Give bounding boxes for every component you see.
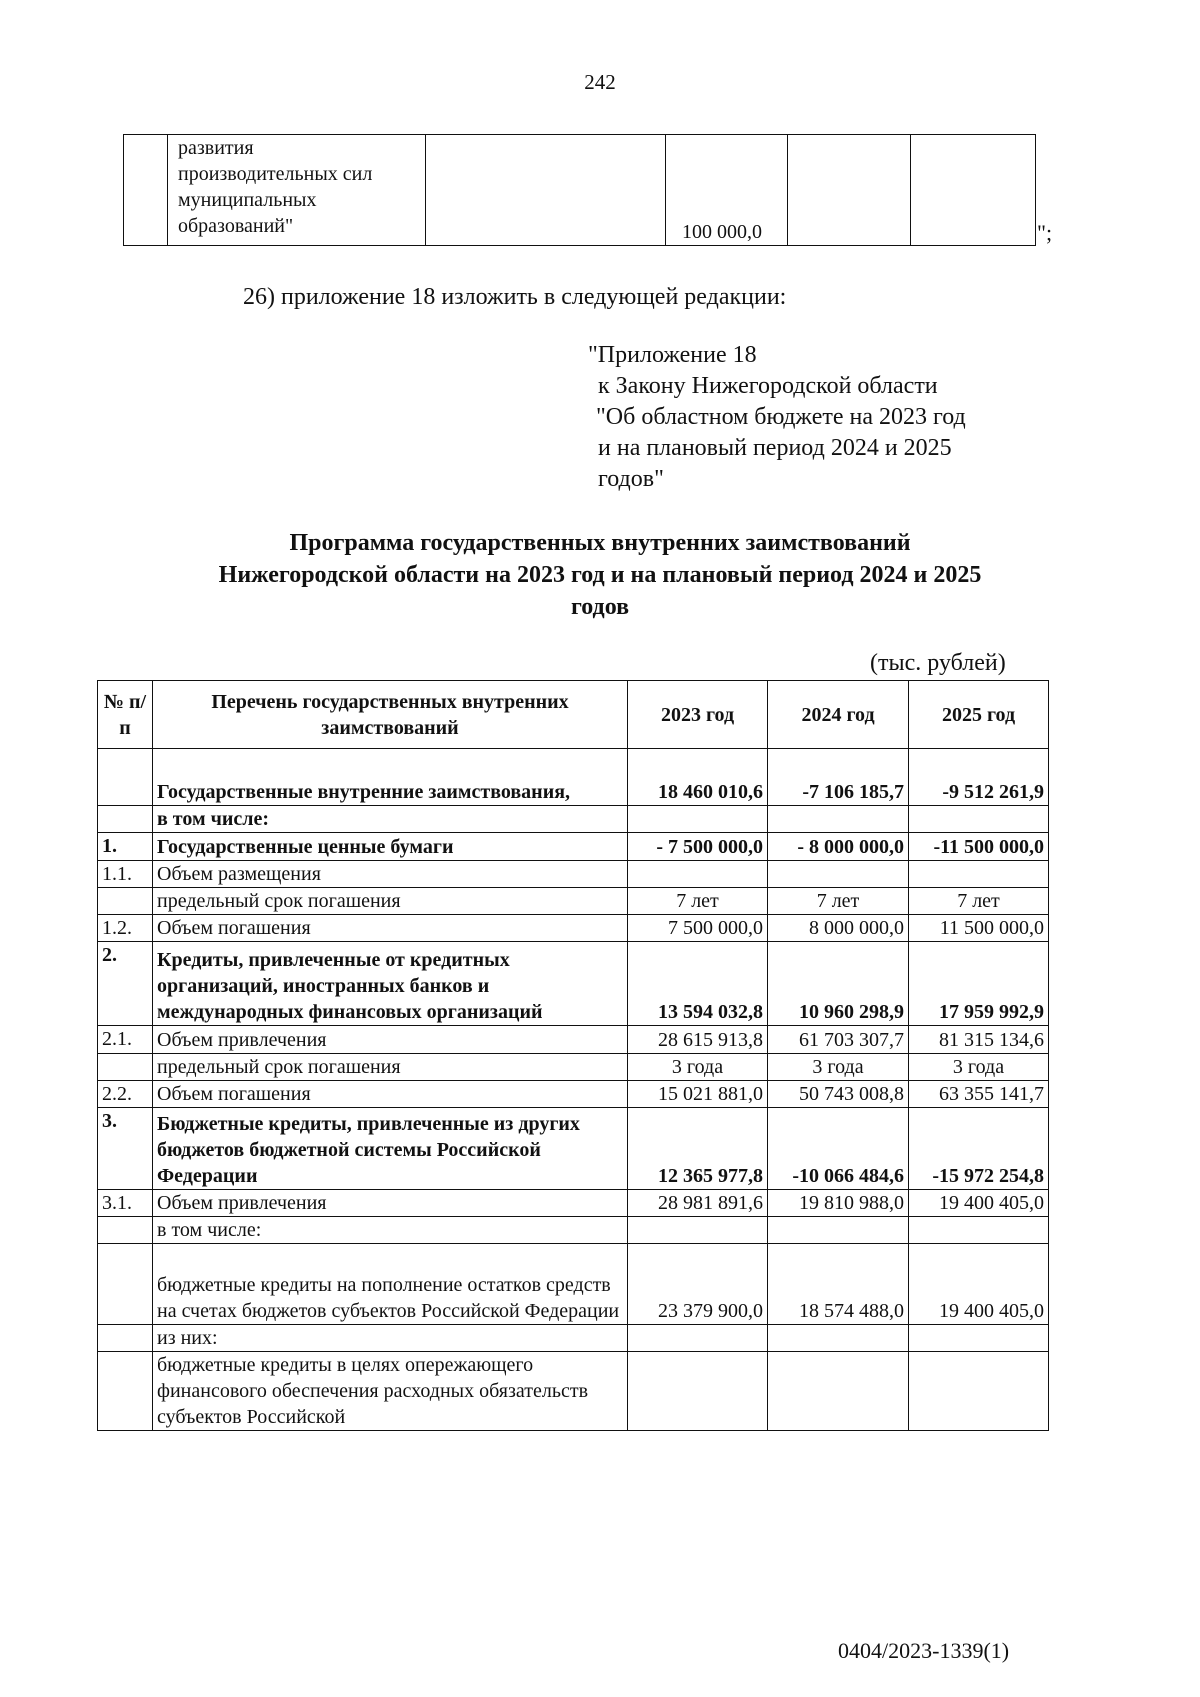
value-2023: 7 лет xyxy=(628,888,768,915)
appendix-header xyxy=(588,340,966,495)
value-2023: - 7 500 000,0 xyxy=(628,833,768,861)
row-name: из них: xyxy=(153,1325,628,1352)
title-line: Нижегородской области на 2023 год и на плановый период 2024 и 2025 xyxy=(218,562,982,588)
table-row xyxy=(98,1108,1049,1190)
table-row xyxy=(98,1026,1049,1054)
text-line: развития xyxy=(178,137,254,159)
row-number xyxy=(98,1244,153,1325)
row-name: бюджетные кредиты на пополнение остатков средств на счетах бюджетов субъектов Российской Федерации xyxy=(153,1244,628,1325)
document-title xyxy=(100,527,1100,623)
value-2024: 3 года xyxy=(768,1054,909,1081)
title-line: годов xyxy=(570,594,630,620)
value-2025 xyxy=(909,1217,1049,1244)
value-2023: 23 379 900,0 xyxy=(628,1244,768,1325)
row-name: Государственные внутренние заимствования, xyxy=(153,749,628,806)
header-2025: 2025 год xyxy=(909,681,1049,749)
units-label: (тыс. рублей) xyxy=(870,650,1006,676)
table-row xyxy=(98,1244,1049,1325)
row-number xyxy=(98,1352,153,1431)
value-2025 xyxy=(909,1325,1049,1352)
value-2023 xyxy=(628,1352,768,1431)
value-2025: -15 972 254,8 xyxy=(909,1108,1049,1190)
value-2023: 15 021 881,0 xyxy=(628,1081,768,1108)
table-row xyxy=(98,1081,1049,1108)
value-2024: 8 000 000,0 xyxy=(768,915,909,942)
item-26: 26) приложение 18 изложить в следующей редакции: xyxy=(243,284,787,310)
row-name: Государственные ценные бумаги xyxy=(153,833,628,861)
value-2023 xyxy=(628,1217,768,1244)
value-2023: 13 594 032,8 xyxy=(628,942,768,1026)
table-row xyxy=(98,942,1049,1026)
header-name: Перечень государственных внутренних заимствований xyxy=(153,681,628,749)
row-name: в том числе: xyxy=(153,806,628,833)
row-name: Объем размещения xyxy=(153,861,628,888)
value-2024: 61 703 307,7 xyxy=(768,1026,909,1054)
value-2024: - 8 000 000,0 xyxy=(768,833,909,861)
table-row xyxy=(98,833,1049,861)
value-2025: 11 500 000,0 xyxy=(909,915,1049,942)
value-2025: 17 959 992,9 xyxy=(909,942,1049,1026)
appendix-line: к Закону Нижегородской области xyxy=(598,373,938,399)
value-2023 xyxy=(628,1325,768,1352)
value-2023: 12 365 977,8 xyxy=(628,1108,768,1190)
row-number xyxy=(98,806,153,833)
row-name: предельный срок погашения xyxy=(153,888,628,915)
row-number xyxy=(98,888,153,915)
row-name: Объем погашения xyxy=(153,1081,628,1108)
value-2025: 3 года xyxy=(909,1054,1049,1081)
value-2025: 63 355 141,7 xyxy=(909,1081,1049,1108)
table-row xyxy=(98,1325,1049,1352)
row-name: в том числе: xyxy=(153,1217,628,1244)
value-2023: 3 года xyxy=(628,1054,768,1081)
value-2025: -11 500 000,0 xyxy=(909,833,1049,861)
value-2024: 50 743 008,8 xyxy=(768,1081,909,1108)
table-row xyxy=(98,888,1049,915)
table-row xyxy=(98,1352,1049,1431)
footer-code: 0404/2023-1339(1) xyxy=(838,1638,1010,1663)
value-2023: 18 460 010,6 xyxy=(628,749,768,806)
value-2025 xyxy=(909,861,1049,888)
row-number: 2. xyxy=(98,942,153,1026)
row-number xyxy=(98,1217,153,1244)
prev-row-value: 100 000,0 xyxy=(666,135,788,246)
table-row xyxy=(98,1217,1049,1244)
row-number xyxy=(98,749,153,806)
row-name: Бюджетные кредиты, привлеченные из других бюджетов бюджетной системы Российской Федерации xyxy=(153,1108,628,1190)
value-2024: 10 960 298,9 xyxy=(768,942,909,1026)
value-2024 xyxy=(768,806,909,833)
value-2023: 28 981 891,6 xyxy=(628,1190,768,1217)
row-name: Объем привлечения xyxy=(153,1190,628,1217)
value-2024: -7 106 185,7 xyxy=(768,749,909,806)
table-header xyxy=(98,681,1049,749)
table-row xyxy=(98,749,1049,806)
value-2023: 7 500 000,0 xyxy=(628,915,768,942)
value-2025: 19 400 405,0 xyxy=(909,1190,1049,1217)
value-2023: 28 615 913,8 xyxy=(628,1026,768,1054)
row-number xyxy=(98,1054,153,1081)
title-line: Программа государственных внутренних заимствований xyxy=(289,530,911,556)
row-name: Кредиты, привлеченные от кредитных организаций, иностранных банков и международных финансовых организаций xyxy=(153,942,628,1026)
value-2025: 81 315 134,6 xyxy=(909,1026,1049,1054)
appendix-line: годов" xyxy=(598,466,664,492)
value-2024 xyxy=(768,1325,909,1352)
header-num: № п/п xyxy=(98,681,153,749)
value-2025: -9 512 261,9 xyxy=(909,749,1049,806)
value-2025 xyxy=(909,1352,1049,1431)
table-row xyxy=(98,806,1049,833)
value-2024: -10 066 484,6 xyxy=(768,1108,909,1190)
row-number: 1. xyxy=(98,833,153,861)
row-number: 2.1. xyxy=(98,1026,153,1054)
page-number: 242 xyxy=(584,70,616,94)
prev-row-text xyxy=(168,135,426,246)
row-number xyxy=(98,1325,153,1352)
header-2024: 2024 год xyxy=(768,681,909,749)
value-2025 xyxy=(909,806,1049,833)
text-line: производительных сил xyxy=(178,163,373,185)
value-2023 xyxy=(628,806,768,833)
text-line: образований" xyxy=(178,215,294,237)
appendix-line: "Приложение 18 xyxy=(588,342,757,368)
row-name: Объем погашения xyxy=(153,915,628,942)
value-2024 xyxy=(768,1217,909,1244)
appendix-line: и на плановый период 2024 и 2025 xyxy=(598,435,952,461)
row-name: Объем привлечения xyxy=(153,1026,628,1054)
table-row xyxy=(98,915,1049,942)
previous-table-fragment xyxy=(123,134,1036,246)
row-name: бюджетные кредиты в целях опережающего финансового обеспечения расходных обязательств субъектов Российской xyxy=(153,1352,628,1431)
value-2024 xyxy=(768,1352,909,1431)
row-number: 1.2. xyxy=(98,915,153,942)
borrowings-table xyxy=(97,680,1049,1431)
table-row xyxy=(98,1190,1049,1217)
row-number: 3.1. xyxy=(98,1190,153,1217)
text-line: муниципальных xyxy=(178,189,317,211)
table-row xyxy=(98,861,1049,888)
value-2024: 7 лет xyxy=(768,888,909,915)
value-2024: 19 810 988,0 xyxy=(768,1190,909,1217)
header-2023: 2023 год xyxy=(628,681,768,749)
table-row xyxy=(98,1054,1049,1081)
appendix-line: "Об областном бюджете на 2023 год xyxy=(596,404,966,430)
value-2025: 19 400 405,0 xyxy=(909,1244,1049,1325)
row-number: 3. xyxy=(98,1108,153,1190)
value-2023 xyxy=(628,861,768,888)
row-number: 2.2. xyxy=(98,1081,153,1108)
value-2024 xyxy=(768,861,909,888)
row-number: 1.1. xyxy=(98,861,153,888)
row-name: предельный срок погашения xyxy=(153,1054,628,1081)
value-2025: 7 лет xyxy=(909,888,1049,915)
value-2024: 18 574 488,0 xyxy=(768,1244,909,1325)
closing-quote: "; xyxy=(1037,220,1053,245)
